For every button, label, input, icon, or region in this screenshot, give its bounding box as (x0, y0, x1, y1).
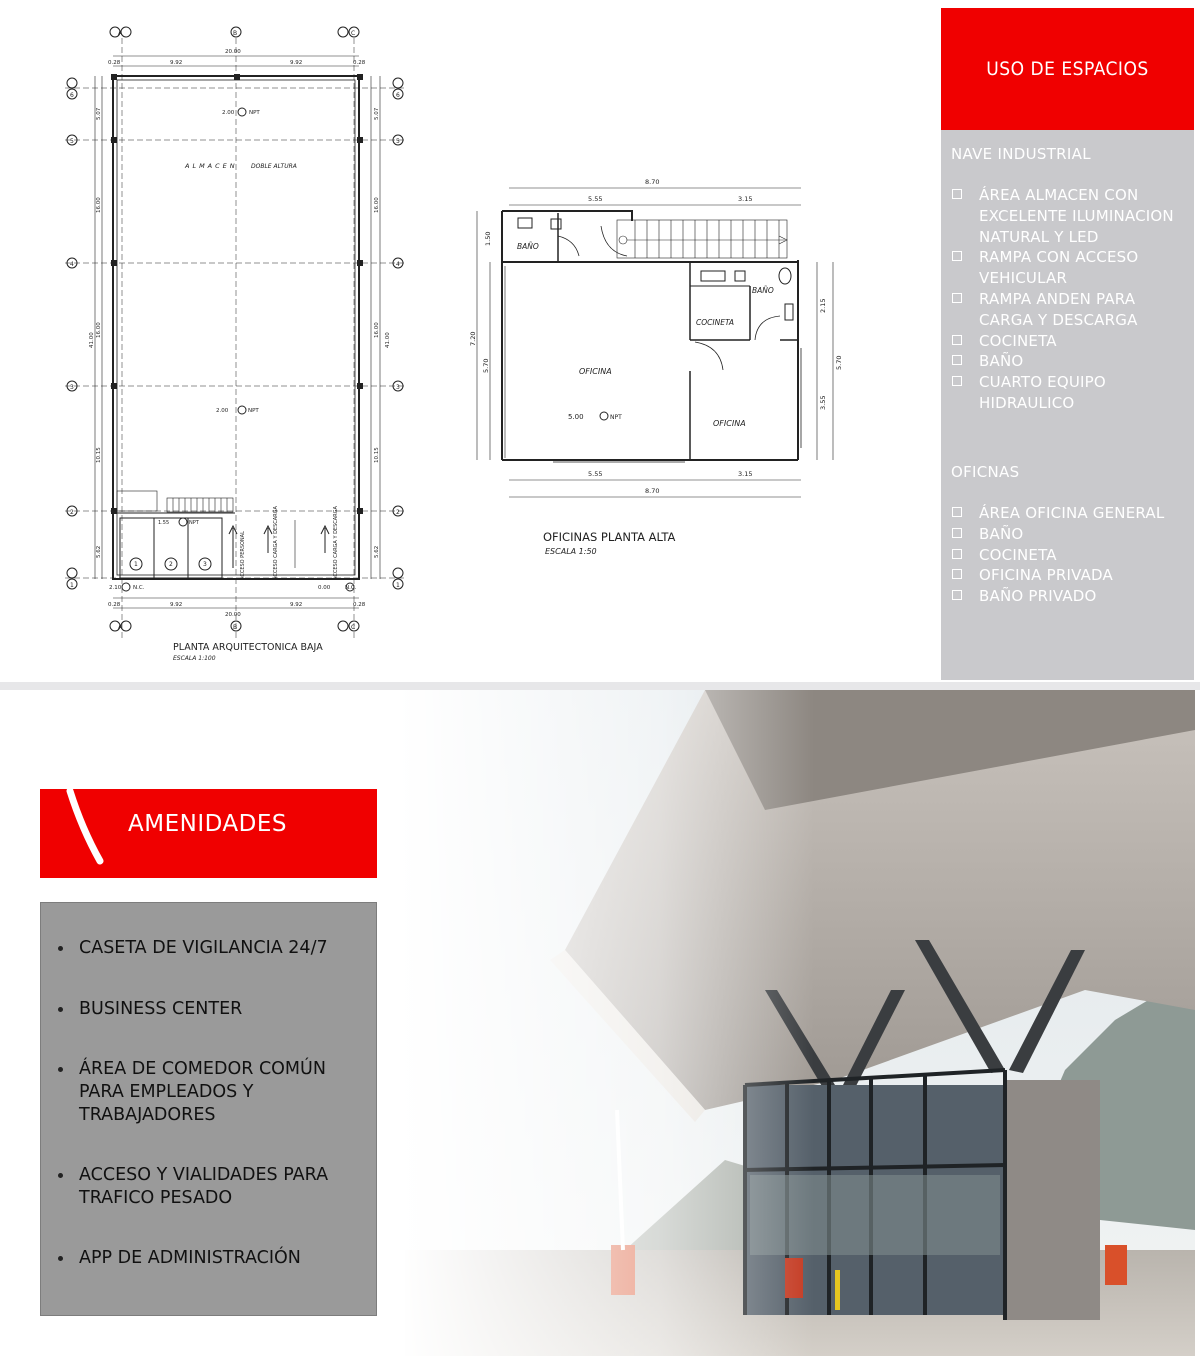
grid-label-2: 2 (70, 509, 74, 516)
checkbox-icon (952, 293, 962, 303)
grid-label-1-right: 1 (396, 582, 400, 589)
grid-label-5: 5 (70, 138, 74, 145)
grid-label-b-bottom: B (233, 624, 238, 631)
checkbox-icon (952, 335, 962, 345)
list-item: ÁREA ALMACEN CON EXCELENTE ILUMINACION NATURAL Y LED (951, 185, 1174, 247)
amenidades-title: AMENIDADES (128, 811, 287, 837)
dock-3: 3 (203, 561, 207, 568)
list-item: BAÑO (951, 351, 1174, 372)
grid-label-2-right: 2 (396, 509, 400, 516)
grid-label-6-right: 6 (396, 92, 400, 99)
list-item: COCINETA (951, 331, 1174, 352)
checkbox-icon (952, 376, 962, 386)
list-item: COCINETA (951, 545, 1164, 566)
upper-dim-right-top: 3.15 (738, 195, 753, 203)
plan-upper-title: OFICINAS PLANTA ALTA (543, 530, 676, 544)
dim-bottom-1: 9.92 (170, 602, 183, 608)
dim-top-1: 9.92 (170, 60, 183, 66)
dim-left-1: 16.00 (96, 197, 102, 213)
room-bano-2: BAÑO (752, 286, 774, 295)
dim-bottom-3: 0.28 (353, 602, 366, 608)
checkbox-icon (952, 189, 962, 199)
npt-mid: NPT (248, 408, 259, 414)
list-item: ACCESO Y VIALIDADES PARA TRAFICO PESADO (55, 1164, 328, 1210)
level-mid: 2.00 (216, 408, 229, 414)
dim-right-4: 5.62 (374, 545, 380, 558)
room-almacen: ALMACEN (185, 162, 238, 170)
dim-top-3: 0.28 (353, 60, 366, 66)
checkbox-icon (952, 569, 962, 579)
grid-label-3-right: 3 (396, 384, 400, 391)
dim-right-2: 16.00 (374, 322, 380, 338)
list-item: RAMPA CON ACCESO VEHICULAR (951, 247, 1174, 289)
dim-bottom-0: 0.28 (108, 602, 121, 608)
room-almacen-sub: DOBLE ALTURA (251, 163, 297, 170)
upper-npt: NPT (610, 414, 622, 421)
grid-label-a-bottom: A (118, 624, 123, 631)
dim-left-0: 5.07 (96, 107, 102, 120)
plan-ground-title: PLANTA ARQUITECTONICA BAJA (173, 642, 323, 653)
upper-dim-r-bottom: 3.55 (819, 395, 827, 410)
section-oficinas-title: OFICNAS (951, 463, 1020, 481)
checkbox-icon (952, 507, 962, 517)
section-divider (0, 682, 1200, 690)
list-item: ÁREA DE COMEDOR COMÚN PARA EMPLEADOS Y TRABAJADORES (55, 1058, 326, 1127)
checkbox-icon (952, 528, 962, 538)
dock-1: 1 (134, 561, 138, 568)
list-item: BAÑO (951, 524, 1164, 545)
room-cocineta: COCINETA (696, 318, 734, 327)
grid-label-1: 1 (70, 582, 74, 589)
dim-total-top: 20.00 (225, 49, 241, 55)
grid-label-4-right: 4 (396, 261, 400, 268)
dim-right-1: 16.00 (374, 197, 380, 213)
upper-dim-total-bottom: 8.70 (645, 487, 660, 495)
plan-upper-scale: ESCALA 1:50 (545, 547, 597, 556)
list-item: ÁREA OFICINA GENERAL (951, 503, 1164, 524)
access-personal: ACCESO PERSONAL (240, 531, 246, 580)
oficinas-list (951, 503, 1164, 607)
upper-dim-r-total: 5.70 (835, 355, 843, 370)
level-office: 1.55 (158, 520, 170, 526)
amenidades-box (40, 902, 377, 1316)
room-oficina-2: OFICINA (713, 419, 746, 428)
dim-total-bottom: 20.00 (225, 612, 241, 618)
checkbox-icon (952, 549, 962, 559)
list-item: RAMPA ANDEN PARA CARGA Y DESCARGA (951, 289, 1174, 331)
access-loading-2: ACCESO CARGA Y DESCARGA (333, 506, 339, 580)
section-nave-industrial-title: NAVE INDUSTRIAL (951, 145, 1091, 163)
upper-dim-left-top: 5.55 (588, 195, 603, 203)
grid-label-c-bottom: C (351, 624, 356, 631)
upper-dim-v-top: 1.50 (484, 231, 492, 246)
checkbox-icon (952, 355, 962, 365)
nave-industrial-list (951, 185, 1174, 414)
upper-dim-left-bottom: 5.55 (588, 470, 603, 478)
dim-top-0: 0.28 (108, 60, 121, 66)
upper-dim-r-top: 2.15 (819, 298, 827, 313)
list-item: CASETA DE VIGILANCIA 24/7 (55, 937, 328, 960)
dim-left-total: 41.00 (89, 332, 95, 348)
floor-plan-drawing (5, 8, 941, 680)
upper-dim-v-total: 7.20 (469, 331, 477, 346)
nc-left: N.C. (133, 585, 145, 591)
list-item: BAÑO PRIVADO (951, 586, 1164, 607)
list-item: BUSINESS CENTER (55, 998, 242, 1021)
room-oficina-1: OFICINA (579, 367, 612, 376)
level-top: 2.00 (222, 110, 235, 116)
grid-label-c: C (351, 30, 356, 37)
swoosh-decoration (60, 789, 120, 878)
nc-right: N.C. (345, 585, 357, 591)
upper-level: 5.00 (568, 413, 584, 421)
dim-right-0: 5.07 (374, 107, 380, 120)
dim-left-4: 5.62 (96, 545, 102, 558)
dim-top-2: 9.92 (290, 60, 303, 66)
dim-left-3: 10.15 (96, 447, 102, 463)
dim-right-total: 41.00 (385, 332, 391, 348)
grid-label-5-right: 5 (396, 138, 400, 145)
upper-dim-v-main: 5.70 (482, 358, 490, 373)
checkbox-icon (952, 590, 962, 600)
list-item: CUARTO EQUIPO HIDRAULICO (951, 372, 1174, 414)
grid-label-b: B (233, 30, 238, 37)
checkbox-icon (952, 251, 962, 261)
dim-bottom-2: 9.92 (290, 602, 303, 608)
uso-espacios-sidebar (941, 8, 1194, 680)
uso-espacios-header (941, 8, 1194, 130)
upper-dim-total-top: 8.70 (645, 178, 660, 186)
uso-espacios-title: USO DE ESPACIOS (986, 58, 1149, 80)
grid-label-4: 4 (70, 261, 74, 268)
grid-label-a1: A (118, 30, 123, 37)
list-item: OFICINA PRIVADA (951, 565, 1164, 586)
upper-dim-right-bottom: 3.15 (738, 470, 753, 478)
npt-top: NPT (249, 110, 260, 116)
dim-right-3: 10.15 (374, 447, 380, 463)
list-item: APP DE ADMINISTRACIÓN (55, 1247, 301, 1270)
grid-label-6: 6 (70, 92, 74, 99)
amenidades-header (40, 789, 377, 878)
dock-2: 2 (169, 561, 173, 568)
level-bottom-right: 0.00 (318, 585, 331, 591)
room-bano-1: BAÑO (517, 242, 539, 251)
grid-label-3: 3 (70, 384, 74, 391)
level-bottom-left: 2.10 (109, 585, 122, 591)
access-loading-1: ACCESO CARGA Y DESCARGA (273, 506, 279, 580)
npt-office: NPT (189, 520, 199, 526)
plan-ground-scale: ESCALA 1:100 (173, 655, 216, 662)
dim-left-2: 16.00 (96, 322, 102, 338)
